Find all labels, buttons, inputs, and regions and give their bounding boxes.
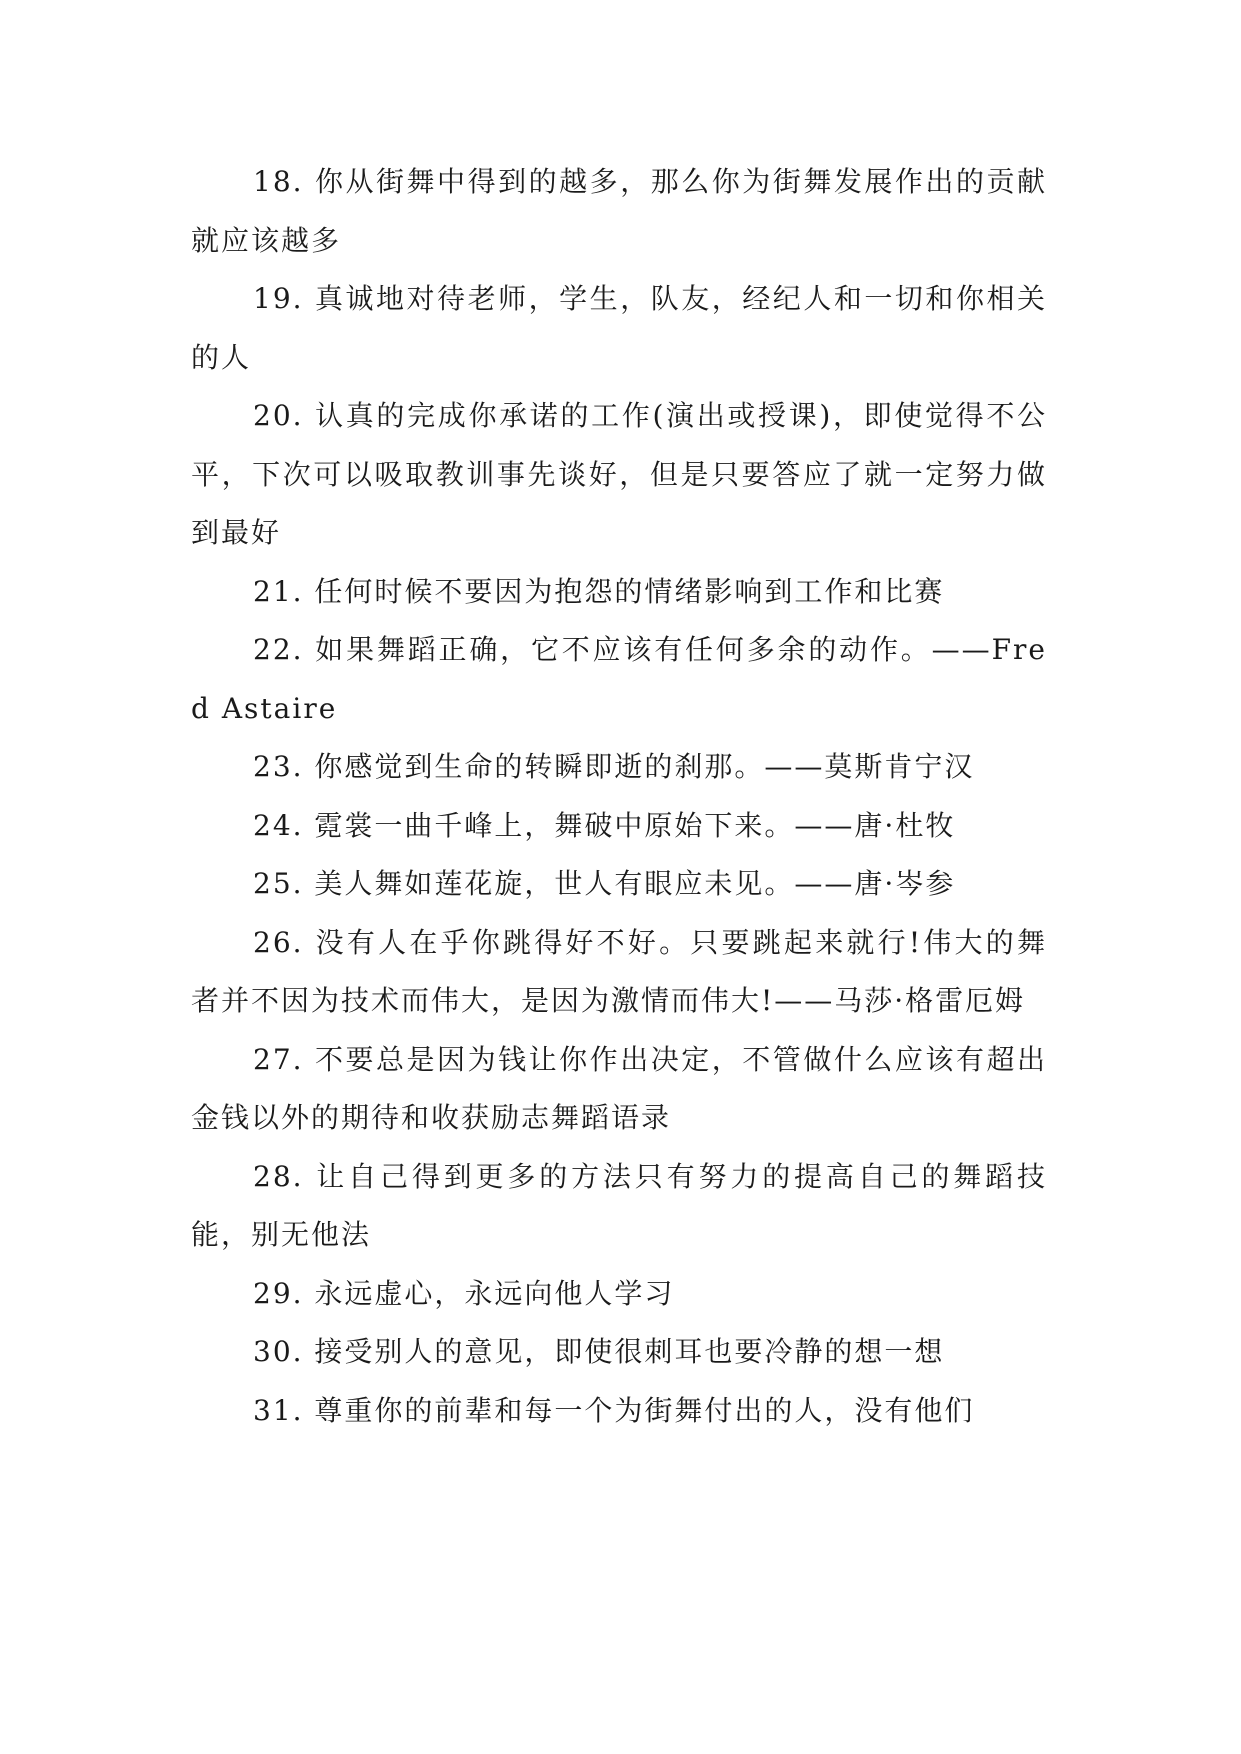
paragraph-25: 25. 美人舞如莲花旋，世人有眼应未见。——唐·岑参: [253, 867, 956, 900]
paragraph-26: 26. 没有人在乎你跳得好不好。只要跳起来就行!伟大的舞者并不因为技术而伟大，是因为激情而伟大!——马莎·格雷厄姆: [191, 925, 1047, 1017]
paragraph-27: 27. 不要总是因为钱让你作出决定，不管做什么应该有超出金钱以外的期待和收获励志舞蹈语录: [191, 1042, 1047, 1134]
paragraph-23: 23. 你感觉到生命的转瞬即逝的刹那。——莫斯肯宁汉: [253, 750, 975, 783]
paragraph-24: 24. 霓裳一曲千峰上，舞破中原始下来。——唐·杜牧: [253, 808, 956, 842]
paragraph-18: 18. 你从街舞中得到的越多，那么你为街舞发展作出的贡献就应该越多: [191, 165, 1047, 257]
paragraph-19: 19. 真诚地对待老师，学生，队友，经纪人和一切和你相关的人: [191, 282, 1047, 374]
document-body: [191, 153, 1047, 1440]
paragraph-30: 30. 接受别人的意见，即使很刺耳也要冷静的想一想: [253, 1335, 945, 1368]
paragraph-31: 31. 尊重你的前辈和每一个为街舞付出的人，没有他们: [253, 1393, 975, 1427]
paragraph-29: 29. 永远虚心，永远向他人学习: [253, 1276, 675, 1310]
paragraph-28: 28. 让自己得到更多的方法只有努力的提高自己的舞蹈技能，别无他法: [191, 1159, 1047, 1251]
paragraph-21: 21. 任何时候不要因为抱怨的情绪影响到工作和比赛: [253, 574, 945, 608]
paragraph-20: 20. 认真的完成你承诺的工作(演出或授课)，即使觉得不公平，下次可以吸取教训事先谈好，但是只要答应了就一定努力做到最好: [191, 399, 1047, 549]
paragraph-22: 22. 如果舞蹈正确，它不应该有任何多余的动作。——Fred Astaire: [191, 633, 1047, 725]
